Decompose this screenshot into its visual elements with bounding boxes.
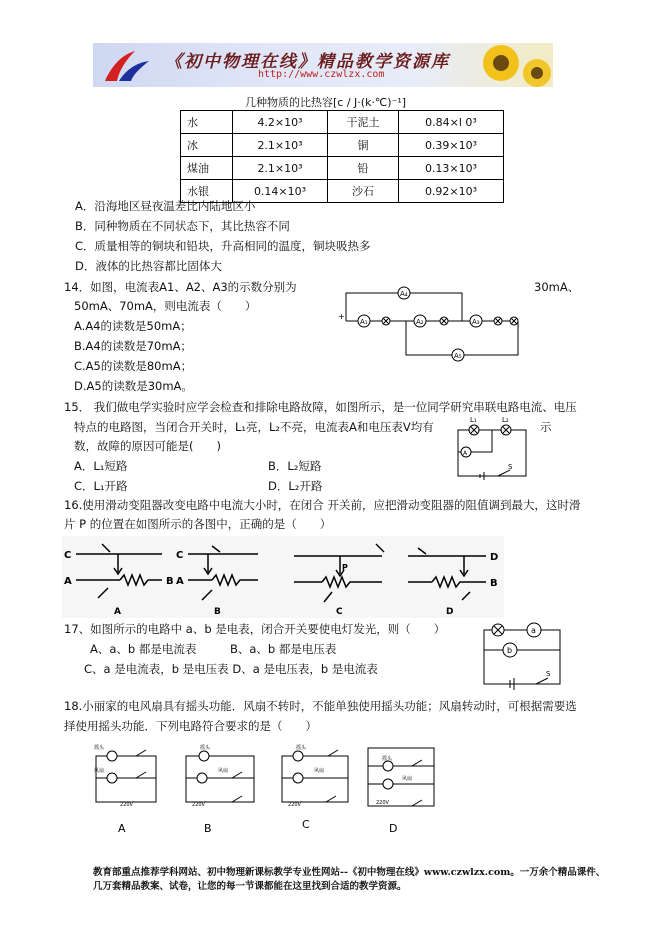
q16-rheostat-figures [62,536,504,618]
q18-c-yaotou: 摇头 [296,745,307,751]
q18-b-yaotou: 摇头 [200,745,211,751]
q15-option-a: A．L₁短路 [74,459,128,473]
q15-l2-label: L₂ [502,416,509,424]
table-row [181,157,504,180]
q18-a-yaotou: 摇头 [94,745,105,751]
q15-stem-line3: 数，故障的原因可能是( ) [74,439,221,453]
q14-a2-label: A₂ [416,318,424,326]
q18-b-voltage: 220V [192,802,205,808]
table-cell: 冰 [181,134,233,157]
q17-switch-label: S [546,670,551,678]
table-cell: 0.92×10³ [399,180,504,203]
q14-option-c: C.A5的读数是80mA； [74,359,193,373]
q17-meter-b-label: b [507,646,513,655]
q17-option-cd: C、a 是电流表，b 是电压表 D、a 是电压表，b 是电流表 [84,662,378,676]
q15-stem-line1: 15． 我们做电学实验时应学会检查和排除电路故障，如图所示，是一位同学研究串联电路电流、电压 [64,400,577,414]
q16-b-terminal-c: C [176,550,184,561]
q18-label-a: A [118,822,126,835]
table-row [181,111,504,134]
table-cell: 铅 [328,157,399,180]
q18-a-voltage: 220V [120,802,133,808]
q18-figure-b [186,744,254,835]
q14-stem-line2: 50mA、70mA，则电流表（ ） [74,299,257,313]
q18-figure-a [94,744,156,835]
table-cell: 2.1×10³ [233,157,328,180]
q14-plus-label: + [338,312,345,321]
q14-circuit-diagram [334,283,526,367]
q15-ammeter-label: A [463,450,468,457]
footer-line-2: 几万套精品教案、试卷，让您的每一节课都能在这里找到合适的教学资源。 [93,881,407,892]
q14-option-d: D.A5的读数是30mA。 [74,379,193,393]
q17-option-b: B、a、b 都是电压表 [230,642,337,656]
table-cell: 0.14×10³ [233,180,328,203]
q18-stem-line1: 18.小丽家的电风扇具有摇头功能．风扇不转时，不能单独使用摇头功能；风扇转动时，可根据需要选 [64,699,577,713]
q14-stem-tail: 30mA、 [534,280,580,294]
q16-a-terminal-b: B [166,576,174,587]
q15-stem-line2-tail: 示 [540,420,552,434]
header-banner [93,43,553,87]
q15-l1-label: L₁ [470,416,477,424]
q13-option-b: B．同种物质在不同状态下，其比热容不同 [75,219,290,233]
q15-option-c: C．L₁开路 [74,479,128,493]
q18-figure-d [368,748,434,835]
q18-label-c: C [302,818,310,831]
q18-figure-c [282,744,348,831]
q18-c-voltage: 220V [288,802,301,808]
q17-option-a: A、a、b 都是电流表 [90,642,197,656]
q14-stem: 14．如图，电流表A1、A2、A3的示数分别为 [64,280,297,294]
q17-circuit-diagram [474,618,570,690]
q16-a-terminal-c: C [64,550,72,561]
table-cell: 0.13×10³ [399,157,504,180]
q16-label-c: C [336,607,343,617]
sunflower-icon [471,43,553,87]
q17-meter-a-label: a [531,626,536,635]
q14-a4-label: A₄ [400,290,408,298]
table-row [181,134,504,157]
q18-b-fengshan: 风扇 [218,768,229,774]
table-cell: 2.1×10³ [233,134,328,157]
q18-d-yaotou: 摇头 [382,756,393,762]
q14-option-b: B.A4的读数是70mA； [74,339,192,353]
q16-stem-line1: 16.使用滑动变阻器改变电路中电流大小时，在闭合 开关前，应把滑动变阻器的阻值调到最大，这时滑 [64,498,581,512]
q18-label-d: D [389,822,398,835]
q16-stem-line2: 片 P 的位置在如图所示的各图中，正确的是（ ） [64,517,332,531]
q16-c-slider-p: P [342,563,348,572]
table-cell: 干泥土 [328,111,399,134]
footer-note [93,866,605,894]
table-caption: 几种物质的比热容[c / J·(k·℃)⁻¹] [245,96,407,109]
q16-label-b: B [214,607,221,617]
specific-heat-table [180,110,504,203]
q18-d-fengshan: 风扇 [402,776,413,782]
q13-option-c: C．质量相等的铜块和铅块，升高相同的温度，铜块吸热多 [75,239,371,253]
table-cell: 煤油 [181,157,233,180]
q15-circuit-diagram [452,414,532,484]
q16-a-terminal-a: A [64,576,72,587]
q14-option-a: A.A4的读数是50mA； [74,319,192,333]
q15-option-d: D．L₂开路 [268,479,323,493]
table-cell: 水 [181,111,233,134]
footer-line-1: 教育部重点推荐学科网站、初中物理新课标教学专业性网站--《初中物理在线》www.czwlzx.com。一万余个精品课件、 [93,867,606,878]
table-cell: 0.39×10³ [399,134,504,157]
q18-a-fengshan: 风扇 [94,768,105,774]
q14-a5-label: A₅ [454,352,462,360]
q18-c-fengshan: 风扇 [314,768,325,774]
logo-icon [101,47,153,85]
q15-stem-line2: 特点的电路图，当闭合开关时，L₁亮，L₂不亮，电流表A和电压表V均有 [74,420,434,434]
q16-d-terminal-d: D [490,552,499,563]
q18-fan-circuits [92,742,452,838]
table-cell: 0.84×l 0³ [399,111,504,134]
q18-stem-line2: 择使用摇头功能．下列电路符合要求的是（ ） [64,719,317,733]
q13-option-d: D．液体的比热容都比固体大 [75,259,222,273]
q16-figure-a [64,544,174,617]
table-cell: 4.2×10³ [233,111,328,134]
q18-label-b: B [204,822,212,835]
q15-switch-label: S [508,463,513,471]
q17-stem: 17、如图所示的电路中 a、b 是电表，闭合开关要使电灯发光，则（ ） [64,622,446,636]
q15-option-b: B．L₂短路 [268,459,322,473]
q16-figure-d [408,548,498,617]
q16-label-a: A [114,607,121,617]
banner-title: 《初中物理在线》精品教学资源库 [165,52,450,72]
q14-a3-label: A₃ [472,318,480,326]
banner-url: http://www.czwlzx.com [258,69,385,80]
q16-figure-b [176,546,258,617]
q16-d-terminal-b: B [490,578,498,589]
table-cell: 水银 [181,180,233,203]
q14-a1-label: A₁ [360,318,368,326]
q18-d-voltage: 220V [376,800,389,806]
q16-b-terminal-a: A [176,576,184,587]
q16-figure-c [294,544,384,617]
table-cell: 铜 [328,134,399,157]
table-cell: 沙石 [328,180,399,203]
q13-option-a: A．沿海地区昼夜温差比内陆地区小 [75,199,256,213]
q16-label-d: D [446,607,454,617]
